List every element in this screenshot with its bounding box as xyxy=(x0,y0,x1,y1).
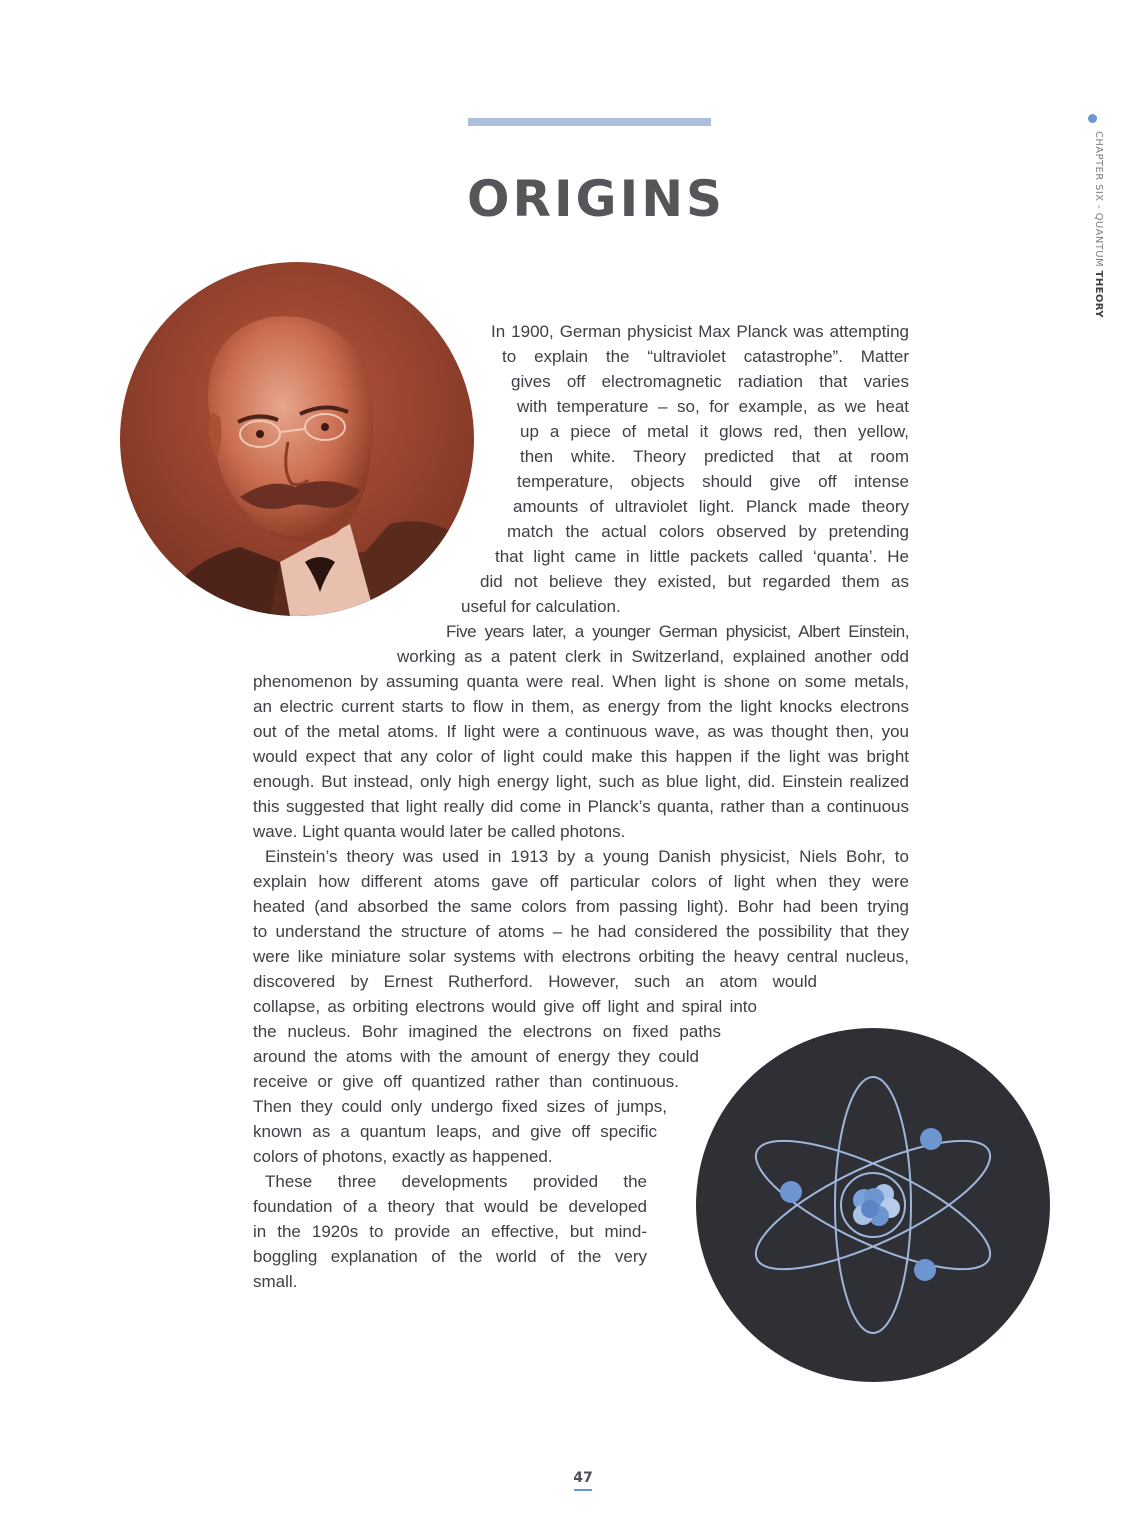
page-number: 47 xyxy=(573,1470,593,1486)
text-line: that light came in little packets called ‘quanta’. He xyxy=(495,547,909,566)
text-line: collapse, as orbiting electrons would give off light and spiral into xyxy=(253,997,757,1016)
text-line: phenomenon by assuming quanta were real. When light is shone on some metals, xyxy=(253,672,909,691)
text-line: the nucleus. Bohr imagined the electrons on fixed paths xyxy=(253,1022,721,1041)
text-line: to explain the “ultraviolet catastrophe”. Matter xyxy=(502,347,909,366)
text-line: to understand the structure of atoms – he had considered the possibility that they xyxy=(253,922,909,941)
text-line: gives off electromagnetic radiation that varies xyxy=(511,372,909,391)
text-line: foundation of a theory that would be developed xyxy=(253,1197,647,1216)
text-line: up a piece of metal it glows red, then yellow, xyxy=(520,422,909,441)
chapter-dot-icon xyxy=(1088,114,1097,123)
text-line: These three developments provided the xyxy=(265,1172,647,1191)
portrait-illustration xyxy=(120,262,474,616)
text-line: with temperature – so, for example, as we heat xyxy=(517,397,909,416)
text-line: amounts of ultraviolet light. Planck made theory xyxy=(513,497,909,516)
text-line: out of the metal atoms. If light were a continuous wave, as was thought then, you xyxy=(253,722,909,741)
text-line: discovered by Ernest Rutherford. However, such an atom would xyxy=(253,972,817,991)
text-line: enough. But instead, only high energy light, such as blue light, did. Einstein realized xyxy=(253,772,909,791)
page-number-underline xyxy=(574,1489,592,1491)
text-line: then white. Theory predicted that at room xyxy=(520,447,909,466)
text-line: would expect that any color of light could make this happen if the light was bright xyxy=(253,747,909,766)
text-line: Then they could only undergo fixed sizes of jumps, xyxy=(253,1097,667,1116)
chapter-label: CHAPTER SIX - QUANTUM xyxy=(1093,131,1104,268)
text-line: working as a patent clerk in Switzerland, explained another odd xyxy=(397,647,909,666)
text-line: boggling explanation of the world of the very xyxy=(253,1247,647,1266)
text-line: match the actual colors observed by pretending xyxy=(507,522,909,541)
text-line: receive or give off quantized rather than continuous. xyxy=(253,1072,679,1091)
text-line: were like miniature solar systems with electrons orbiting the heavy central nucleus, xyxy=(253,947,909,966)
text-line: In 1900, German physicist Max Planck was attempting xyxy=(491,322,909,341)
title-accent-bar xyxy=(468,118,711,126)
chapter-label-bold: THEORY xyxy=(1093,270,1104,318)
text-line: explain how different atoms gave off particular colors of light when they were xyxy=(253,872,909,891)
portrait-photo xyxy=(120,262,474,616)
text-line: Five years later, a younger German physicist, Albert Einstein, xyxy=(446,622,909,641)
text-line: wave. Light quanta would later be called photons. xyxy=(253,822,626,841)
text-line: an electric current starts to flow in them, as energy from the light knocks electrons xyxy=(253,697,909,716)
atom-icon xyxy=(696,1028,1050,1382)
text-line: known as a quantum leaps, and give off specific xyxy=(253,1122,657,1141)
page-title: ORIGINS xyxy=(466,170,726,228)
text-line: colors of photons, exactly as happened. xyxy=(253,1147,553,1166)
text-line: in the 1920s to provide an effective, but mind- xyxy=(253,1222,647,1241)
text-line: heated (and absorbed the same colors from passing light). Bohr had been trying xyxy=(253,897,909,916)
text-line: temperature, objects should give off intense xyxy=(517,472,909,491)
atom-illustration xyxy=(696,1028,1050,1382)
text-line: small. xyxy=(253,1272,298,1291)
text-line: around the atoms with the amount of energy they could xyxy=(253,1047,699,1066)
text-line: Einstein’s theory was used in 1913 by a young Danish physicist, Niels Bohr, to xyxy=(265,847,909,866)
text-line: this suggested that light really did come in Planck’s quanta, rather than a continuous xyxy=(253,797,909,816)
text-line: useful for calculation. xyxy=(461,597,621,616)
text-line: did not believe they existed, but regarded them as xyxy=(480,572,909,591)
chapter-running-head xyxy=(1093,131,1104,318)
